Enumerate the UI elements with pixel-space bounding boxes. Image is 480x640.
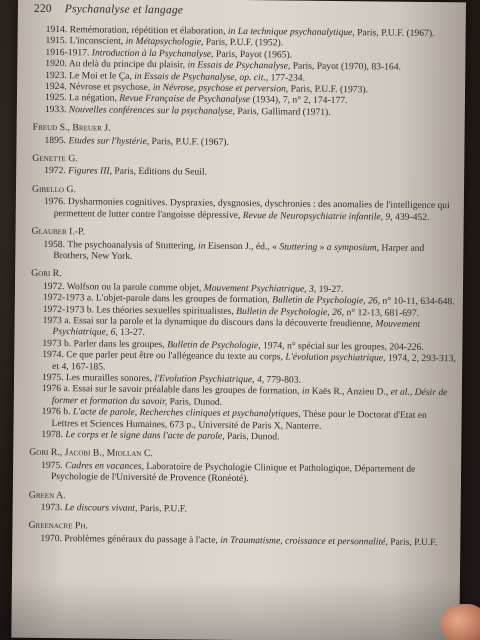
entry-text: Paris, Payot (1970), 83-164.	[290, 60, 401, 73]
entry-text: Harper and Brothers, New York.	[53, 241, 425, 262]
entry-text: 1924. Névrose et psychose,	[45, 80, 153, 94]
entry-text: 1933.	[44, 103, 69, 116]
entry-text: (1934), 7, n° 2, 174-177.	[250, 94, 348, 107]
entry-italic-text: Revue de Neuropsychiatrie infantile, 9,	[242, 209, 393, 223]
entry-text: Paris, P.U.F. (1967).	[354, 27, 435, 40]
entry-italic-text: L'acte de parole, Recherches cliniques et psychanalytiques,	[72, 406, 301, 420]
entry-italic-text: in	[198, 240, 206, 252]
author-name: Greenacre Ph.	[28, 520, 88, 532]
entry-text: n° 10-11, 634-648.	[379, 295, 455, 308]
running-head	[34, 2, 460, 20]
page-content	[23, 0, 460, 640]
entry-text: Paris, Editions du Seuil.	[111, 166, 207, 179]
entry-italic-text: et al., Désir de former et formation du savoir,	[51, 386, 448, 408]
bibliography	[24, 24, 459, 549]
entry-text: 1972-1973 b. Les théories sexuelles spiritualistes,	[42, 303, 237, 317]
entry-text: 1978.	[41, 428, 66, 441]
entry-italic-text: Bulletin de Psychologie, 26,	[272, 294, 381, 307]
author-name: Gori R., Jacobi B., Miollan C.	[29, 447, 153, 460]
entry-text: 1974, n° spécial sur les groupes, 204-226.	[260, 339, 424, 353]
entry-italic-text: L'évolution psychiatrique,	[285, 351, 386, 364]
entry-text: 1925. La négation,	[44, 92, 120, 105]
entry-text: 1970. Problèmes généraux du passage à l'acte,	[40, 532, 221, 546]
bibliography-group	[28, 184, 458, 224]
bibliography-group	[25, 268, 457, 445]
entry-text: Laboratoire de Psychologie Clinique et Pathologique, Département de Psychologie de l'Université de Provence (Ronéoté).	[50, 460, 416, 485]
entry-italic-text: a symposium,	[326, 241, 380, 253]
entry-italic-text: Bulletin de Psychologie,	[167, 338, 261, 351]
entry-text: »	[317, 241, 327, 253]
bibliography-entry	[44, 196, 458, 223]
author-name: Freud S., Breuer J.	[32, 122, 111, 134]
entry-text: Paris, P.U.F. (1952).	[203, 37, 284, 49]
entry-italic-text: Etudes sur l'hystérie,	[68, 134, 150, 147]
author-name: Glauber I.-P.	[31, 225, 85, 238]
bibliography-group	[29, 24, 460, 120]
entry-text: 1895.	[44, 134, 69, 146]
entry-text: Paris, P.U.F. (1967).	[149, 135, 229, 148]
entry-italic-text: Stuttering	[279, 240, 318, 253]
entry-text: 1976. Dysharmonies cognitives. Dyspraxies, dysgnosies, dyschronies : des anomalies de l'intelligence qui permettent de lutter contre l'angoisse dépressive,	[43, 196, 450, 221]
entry-text: 1920. Au delà du principe du plaisir,	[45, 58, 188, 71]
entry-text: Paris, P.U.F. (1973).	[288, 83, 369, 96]
entry-text: Paris, Dunod.	[224, 430, 280, 443]
entry-text: 1916-1917.	[45, 46, 92, 59]
entry-italic-text: Mouvement Psychiatrique, 3,	[203, 282, 317, 295]
entry-italic-text: in Névrose, psychose et perversion,	[152, 82, 289, 95]
bibliography-group	[24, 520, 454, 548]
bibliography-entry	[43, 238, 457, 265]
entry-italic-text: in	[301, 386, 310, 398]
entry-text: Eisenson J., éd., «	[205, 240, 280, 252]
author-name: Green A.	[28, 489, 66, 501]
entry-text: 1973 b. Parler dans les groupes,	[42, 337, 168, 350]
thumb	[440, 604, 480, 640]
entry-italic-text: in La technique psychanalytique,	[227, 25, 355, 39]
author-name: Gori R.	[31, 268, 62, 280]
entry-text: 1976 b.	[41, 406, 73, 418]
author-name: Gibello G.	[31, 183, 77, 196]
entry-text: 1974. Ce que parler peut être ou l'allégeance du texte au corps,	[42, 349, 286, 363]
entry-text: Paris, P.U.F.	[137, 502, 187, 515]
entry-text: 1972-1973 a. L'objet-parole dans les groupes de formation,	[42, 292, 273, 306]
entry-italic-text: Mouvement Psychiatrique, 6,	[52, 318, 421, 339]
entry-text: 1973.	[40, 501, 65, 514]
entry-text: 779-803.	[264, 374, 302, 386]
entry-text: Thèse pour le Doctorat d'Etat en Lettres et Sciences Humaines, 673 p., Université de Paris X, Nanterre.	[51, 408, 427, 432]
entry-italic-text: in Essais de Psychanalyse, op. cit.,	[134, 70, 269, 83]
entry-text: 1972.	[44, 165, 69, 177]
entry-italic-text: Introduction à la Psychanalyse,	[91, 47, 214, 60]
entry-text: 1914. Remémoration, répétition et élaboration,	[45, 23, 228, 37]
entry-text: Paris, P.U.F.	[387, 536, 438, 548]
entry-italic-text: Figures III,	[68, 165, 113, 178]
entry-italic-text: in Traumatisme, croissance et personnalité,	[220, 534, 388, 548]
entry-italic-text: in Métapsychologie,	[125, 36, 204, 49]
entry-text: Paris, Payot (1965).	[213, 48, 293, 61]
entry-text: 19-27.	[316, 283, 344, 295]
bibliography-group	[28, 122, 458, 150]
entry-text: n° 12-13, 681-697.	[344, 306, 420, 319]
entry-text: 1923. Le Moi et le Ça,	[45, 69, 135, 82]
entry-text: Paris, Dunod.	[167, 396, 223, 408]
entry-text: 1958. The psychoanalysis of Stuttering,	[43, 238, 199, 252]
entry-italic-text: Bulletin de Psychologie, 26,	[236, 305, 345, 318]
entry-text: 1972. Wolfson ou la parole comme objet,	[42, 280, 204, 294]
entry-text: Kaës R., Anzieu D.,	[309, 386, 391, 398]
entry-text: 1974, 2, 293-313, et 4, 167-185.	[52, 352, 456, 373]
entry-text: 1915. L'inconscient,	[45, 35, 126, 48]
entry-italic-text: Le discours vivant,	[64, 502, 138, 514]
bibliography-entry	[41, 460, 455, 487]
bibliography-group	[27, 226, 457, 266]
bibliography-group	[25, 489, 455, 517]
entry-text: Paris, Gallimard (1971).	[234, 105, 331, 118]
bibliography-group	[28, 153, 458, 181]
entry-italic-text: Revue Française de Psychanalyse	[119, 93, 251, 106]
entry-text: 1973 a. Essai sur la parole et la dynamique du discours dans la découverte freudienne,	[42, 314, 376, 330]
entry-italic-text: in Essais de Psychanalyse,	[187, 59, 291, 72]
entry-text: 1975. Les murailles sonores,	[41, 371, 155, 385]
entry-italic-text: Nouvelles conférences sur la psychanalyse,	[68, 104, 236, 117]
entry-text: 1975.	[41, 459, 66, 471]
entry-italic-text: Cadres en vacances,	[65, 459, 144, 472]
entry-italic-text: l'Evolution Psychiatrique, 4,	[154, 373, 265, 386]
book-page	[11, 0, 466, 640]
entry-italic-text: Le corps et le signe dans l'acte de parole,	[65, 429, 225, 442]
bibliography-group	[25, 447, 455, 487]
running-title: Psychanalyse et langage	[64, 3, 184, 17]
entry-text: 13-27.	[117, 327, 146, 339]
entry-text: 177-234.	[268, 71, 306, 84]
page-number: 220	[33, 2, 52, 16]
author-name: Genette G.	[32, 152, 78, 165]
entry-text: 1976 a. Essai sur le savoir préalable dans les groupes de formation,	[41, 383, 302, 398]
entry-text: 439-452.	[392, 211, 430, 223]
